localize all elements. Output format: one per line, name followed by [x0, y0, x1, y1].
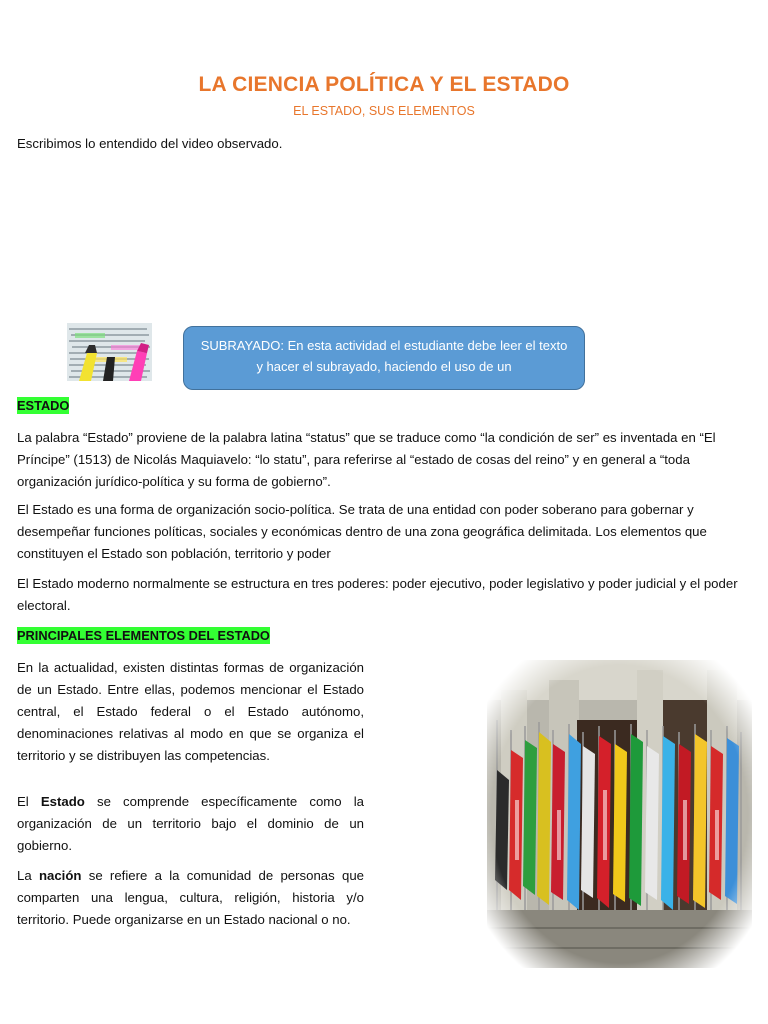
nacion-text-post: se refiere a la comunidad de personas que comparten una lengua, cultura, religión, historia y/o territorio. Puede organizarse en un Estado nacional o no.	[17, 868, 364, 927]
estado-text-pre: El	[17, 794, 41, 809]
highlighter-image	[67, 323, 152, 381]
section-heading-estado	[17, 397, 69, 415]
flags-photo	[487, 660, 752, 968]
document-title: LA CIENCIA POLÍTICA Y EL ESTADO	[198, 73, 570, 96]
paragraph-definition: El Estado es una forma de organización socio-política. Se trata de una entidad con poder soberano para gobernar y desempeñar funciones políticas, sociales y económicas dentro de una zona geográfica delimitada. Los elementos que constituyen el Estado son población, territorio y poder	[17, 502, 707, 561]
paragraph-estado	[17, 791, 364, 857]
paragraph-nacion	[17, 865, 364, 931]
paragraph-origin: La palabra “Estado” proviene de la palabra latina “status” que se traduce como “la condición de ser” es inventada en “El Príncipe” (1513) de Nicolás Maquiavelo: “lo statu”, para referirse al “estado de cosas del reino” y en general a “toda organización jurídico-política y su forma de gobierno”.	[17, 430, 716, 489]
heading-elementos-text: PRINCIPALES ELEMENTOS DEL ESTADO	[17, 628, 270, 643]
section-heading-elementos	[17, 627, 270, 645]
estado-text-post: se comprende específicamente como la organización de un territorio bajo el dominio de un gobierno.	[17, 794, 365, 853]
nacion-text-pre: La	[17, 868, 39, 883]
instruction-callout: SUBRAYADO: En esta actividad el estudiante debe leer el texto y hacer el subrayado, haciendo el uso de un	[183, 326, 585, 390]
highlighter-illustration	[67, 323, 152, 381]
estado-bold-term: Estado	[40, 794, 85, 809]
intro-text: Escribimos lo entendido del video observado.	[17, 136, 283, 151]
flags-illustration	[487, 660, 752, 968]
heading-estado-text: ESTADO	[17, 398, 70, 413]
nacion-bold-term: nación	[38, 868, 82, 883]
paragraph-powers: El Estado moderno normalmente se estructura en tres poderes: poder ejecutivo, poder legislativo y poder judicial y el poder electoral.	[17, 576, 738, 613]
document-subtitle: EL ESTADO, SUS ELEMENTOS	[293, 104, 475, 118]
paragraph-forms: En la actualidad, existen distintas formas de organización de un Estado. Entre ellas, podemos mencionar el Estado central, el Estado federal o el Estado autónomo, denominaciones relativas al modo en que se organiza el territorio y se distribuyen las competencias.	[17, 660, 364, 763]
